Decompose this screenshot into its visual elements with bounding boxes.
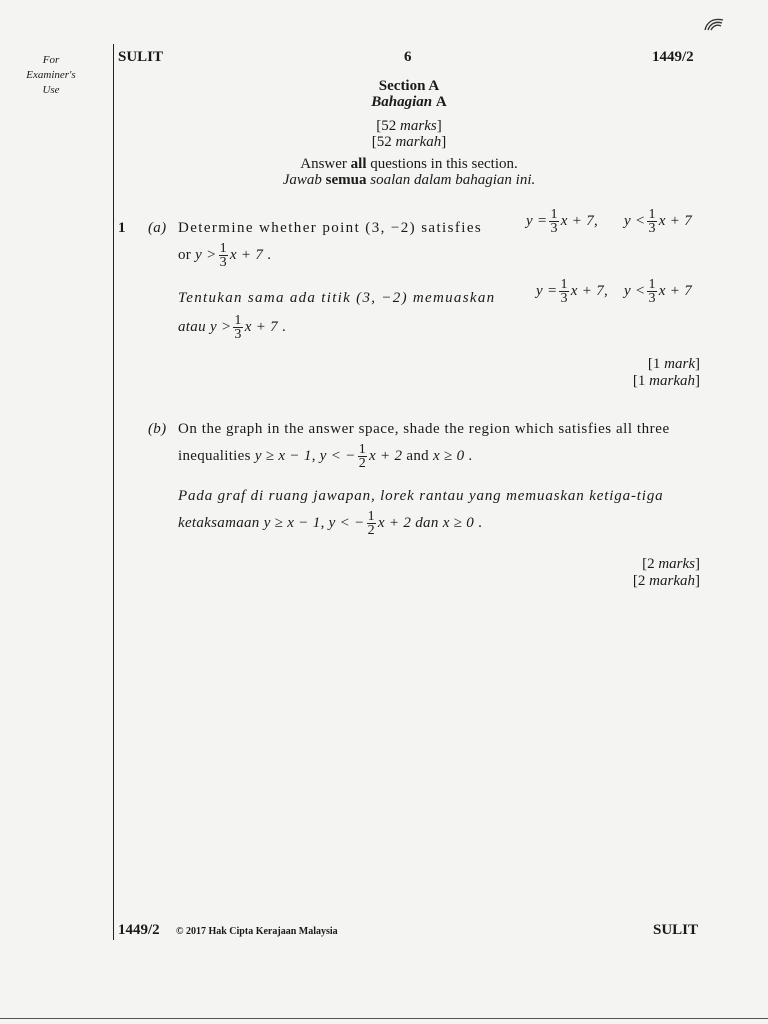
section-title: Section A	[378, 78, 440, 94]
dan-word: dan	[415, 514, 439, 531]
part-a-en-text: Determine whether point (3, −2) satisfies	[178, 220, 483, 236]
eq-y-equals-ms: y = $\frac{1}{3}$ x + 7,	[536, 277, 609, 306]
instruction-ms	[114, 172, 704, 189]
part-b-ms-line1: Pada graf di ruang jawapan, lorek rantau yang memuaskan ketiga-tiga	[178, 488, 664, 504]
eq-suffix: x + 7	[244, 318, 278, 335]
instruction-en	[114, 156, 704, 173]
frac-den: 3	[550, 221, 558, 236]
ineq-3: x ≥ 0	[442, 514, 475, 531]
instr-text: Jawab	[282, 172, 322, 188]
part-a-marks: [1 mark]	[647, 356, 700, 372]
examiner-margin-note	[18, 53, 84, 98]
frac-den: 3	[560, 291, 568, 306]
paper-code: 1449/2	[652, 49, 694, 65]
eq-suffix: x + 7	[658, 212, 693, 229]
eq-suffix: x + 7	[229, 246, 264, 263]
ineq-1: y ≥ x − 1	[263, 514, 321, 531]
frac-num: 1	[358, 442, 367, 457]
eq-suffix: x + 7	[658, 282, 693, 299]
frac-den: 2	[358, 456, 367, 471]
and-word: and	[406, 447, 429, 464]
part-b-label: (b)	[148, 421, 167, 437]
ineq-3: x ≥ 0	[432, 447, 465, 464]
eq-prefix: y <	[624, 282, 646, 299]
question-number: 1	[118, 220, 126, 236]
eq-y-greater-ms: atau y > $\frac{1}{3}$ x + 7 .	[178, 313, 287, 342]
margin-note-line: For	[42, 54, 60, 66]
atau-word: atau	[178, 318, 206, 335]
section-title-ms	[114, 94, 704, 111]
frac-den: 2	[367, 523, 375, 538]
eq-prefix: y =	[536, 282, 558, 299]
section-marks: [52 marks]	[376, 118, 442, 134]
section-marks-ms: [52 markah]	[371, 134, 447, 150]
ineq-2-prefix: y < −	[328, 514, 365, 531]
ineq-2-suffix: x + 2	[377, 514, 412, 531]
part-a-marks-ms: [1 markah]	[632, 373, 700, 389]
instr-bold: all	[350, 156, 367, 172]
eq-prefix: y <	[624, 212, 646, 229]
section-title-ms-letter: A	[435, 94, 447, 110]
part-b-en-line2: inequalities y ≥ x − 1, y < − $\frac{1}{2}$ x + 2 and x ≥ 0 .	[178, 442, 473, 471]
ineq-1: y ≥ x − 1	[254, 447, 312, 464]
ineq-2-prefix: y < −	[319, 447, 356, 464]
part-b-en-line1: On the graph in the answer space, shade the region which satisfies all three	[178, 421, 670, 437]
frac-den: 3	[234, 327, 242, 342]
eq-prefix: y =	[526, 212, 548, 229]
eq-prefix: y >	[209, 318, 232, 335]
instr-text: questions in this section.	[370, 156, 518, 172]
frac-num: 1	[550, 207, 558, 222]
part-b-marks: [2 marks]	[642, 556, 700, 572]
frac-num: 1	[648, 207, 656, 222]
eq-suffix: x + 7	[570, 282, 605, 299]
frac-num: 1	[219, 241, 227, 256]
eq-suffix: x + 7	[560, 212, 595, 229]
instr-bold: semua	[325, 172, 367, 188]
frac-num: 1	[234, 313, 242, 328]
frac-num: 1	[367, 509, 375, 524]
eq-y-less	[624, 208, 692, 235]
header-sulit: SULIT	[118, 49, 164, 65]
instr-text: Answer	[300, 156, 347, 172]
margin-note-line: Examiner's	[26, 69, 76, 81]
part-a-ms-text: Tentukan sama ada titik (3, −2) memuaskan	[178, 290, 496, 306]
eq-y-equals: y = $\frac{1}{3}$ x + 7,	[526, 207, 599, 236]
part-b-ms-line2: ketaksamaan y ≥ x − 1, y < − $\frac{1}{2}$ x + 2 dan x ≥ 0 .	[178, 509, 483, 538]
part-a-label: (a)	[148, 220, 167, 236]
page-number: 6	[404, 49, 412, 65]
eq-y-greater: or y > $\frac{1}{3}$ x + 7 .	[178, 241, 272, 270]
frac-den: 3	[219, 255, 227, 270]
frac-den: 3	[648, 221, 656, 236]
instr-text: soalan dalam bahagian ini.	[370, 172, 536, 188]
footer-code: 1449/2	[118, 922, 160, 938]
ineq-2-suffix: x + 2	[369, 447, 403, 464]
eq-prefix: y >	[195, 246, 217, 263]
section-title-ms-word: Bahagian	[371, 94, 433, 110]
part-b-marks-ms: [2 markah]	[632, 573, 700, 589]
frac-den: 3	[648, 291, 656, 306]
frac-num: 1	[560, 277, 568, 292]
corner-mark-icon	[703, 16, 725, 32]
frac-num: 1	[648, 277, 656, 292]
inequalities-word: inequalities	[178, 447, 251, 464]
ketaksamaan-word: ketaksamaan	[178, 514, 260, 531]
or-word: or	[178, 246, 192, 263]
page-edge-line	[0, 1018, 768, 1019]
footer-sulit: SULIT	[653, 922, 699, 938]
eq-y-less-ms	[624, 278, 692, 305]
footer-copyright: © 2017 Hak Cipta Kerajaan Malaysia	[176, 926, 338, 937]
margin-note-line: Use	[42, 84, 60, 96]
